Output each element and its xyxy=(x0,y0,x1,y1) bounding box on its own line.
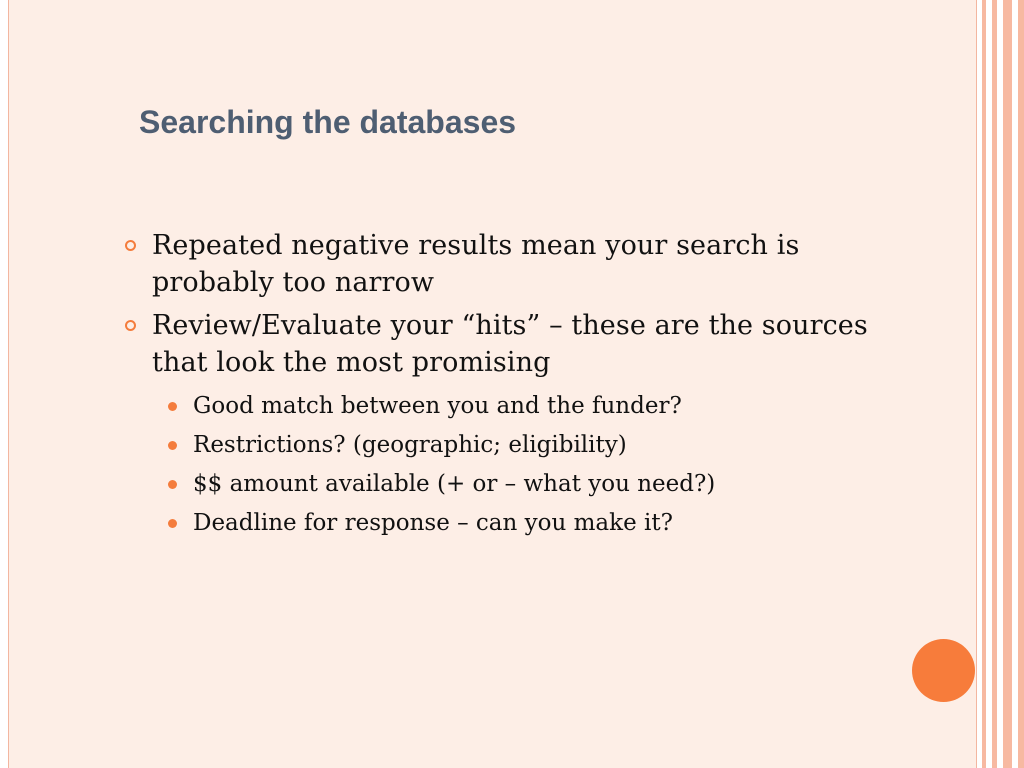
sub-bullet-text: Restrictions? (geographic; eligibility) xyxy=(193,432,627,458)
dot-bullet-icon xyxy=(168,519,177,528)
sub-bullet-item xyxy=(125,387,925,426)
sub-bullet-text: Deadline for response – can you make it? xyxy=(193,510,673,536)
right-border-stripe xyxy=(992,0,997,768)
right-border-stripe xyxy=(982,0,986,768)
dot-bullet-icon xyxy=(168,441,177,450)
bullet-item xyxy=(125,227,925,301)
bullet-text: Review/Evaluate your “hits” – these are the sources that look the most promising xyxy=(152,310,868,378)
slide-title: Searching the databases xyxy=(139,104,517,140)
bullet-text: Repeated negative results mean your search is probably too narrow xyxy=(152,230,800,298)
right-border-stripe xyxy=(1018,0,1024,768)
sub-bullet-item xyxy=(125,465,925,504)
sub-bullet-item xyxy=(125,426,925,465)
sub-bullet-text: Good match between you and the funder? xyxy=(193,393,682,419)
dot-bullet-icon xyxy=(168,402,177,411)
orange-circle-decoration xyxy=(912,639,975,702)
ring-bullet-icon xyxy=(125,320,136,331)
bullet-list xyxy=(125,227,925,543)
dot-bullet-icon xyxy=(168,480,177,489)
sub-bullet-text: $$ amount available (+ or – what you need?) xyxy=(193,471,716,497)
bullet-item xyxy=(125,307,925,381)
ring-bullet-icon xyxy=(125,240,136,251)
right-border-stripe xyxy=(1003,0,1012,768)
sub-bullet-item xyxy=(125,504,925,543)
